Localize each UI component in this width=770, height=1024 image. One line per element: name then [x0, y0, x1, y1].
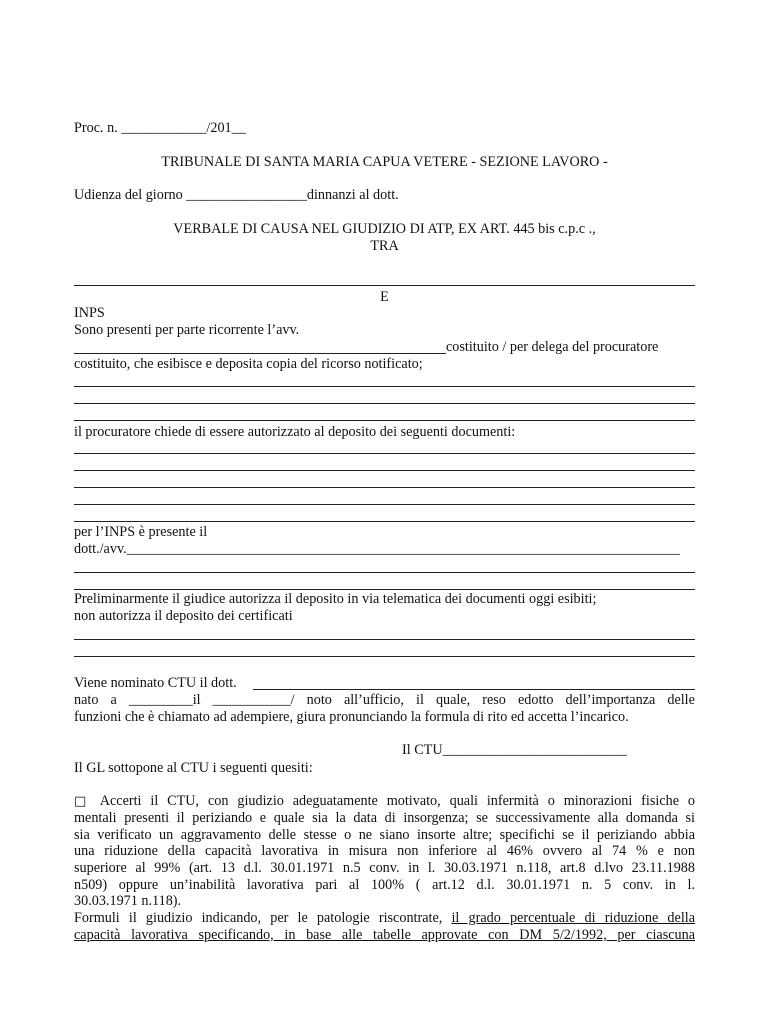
nato-word: nato	[74, 692, 99, 708]
nato-word: quale,	[435, 692, 471, 708]
tra-label: TRA	[370, 238, 399, 254]
quesito-line: superiore al 99% (art. 13 d.l. 30.01.1971 n.5 conv. in l. 30.03.1971 n.118, art.8 d.lvo 23.11.1988	[74, 860, 695, 876]
formuli-line: Formuli il giudizio indicando, per le patologie riscontrate, il grado percentuale di riduzione della	[74, 910, 695, 926]
nato-word: a	[110, 692, 117, 708]
quesito-line: □ Accerti il CTU, con giudizio adeguatamente motivato, quali infermità o minorazioni fisiche o	[74, 793, 695, 809]
blank-line	[74, 386, 695, 387]
nato-word: noto	[306, 692, 332, 708]
blank-line	[74, 403, 695, 404]
blank-line	[74, 504, 695, 505]
deposito-line-1: Preliminarmente il giudice autorizza il deposito in via telematica dei documenti oggi esibiti;	[74, 591, 597, 607]
blank-line	[74, 470, 695, 471]
nato-word: edotto	[517, 692, 554, 708]
procuratore-line: il procuratore chiede di essere autorizzato al deposito dei seguenti documenti:	[74, 424, 516, 440]
blank-line	[74, 420, 695, 421]
nato-word: dell’importanza	[565, 692, 656, 708]
blank-line	[74, 656, 695, 657]
nato-word: reso	[482, 692, 506, 708]
nato-word: all’ufficio,	[343, 692, 404, 708]
underlined-text: il grado percentuale di riduzione della	[451, 910, 695, 926]
ctu-nominato: Viene nominato CTU il dott.	[74, 675, 237, 691]
quesito-line: n509) oppure un’inabilità lavorativa pari al 100% ( art.12 d.l. 30.01.1971 n. 5 conv. in l.	[74, 877, 695, 893]
quesito-line: mentali presenti il periziando e quale sia la data di insorgenza; se successivamente alla domanda si	[74, 810, 695, 826]
blank-line	[74, 453, 695, 454]
verbale-title: VERBALE DI CAUSA NEL GIUDIZIO DI ATP, EX ART. 445 bis c.p.c .,	[173, 221, 596, 237]
ctu-signature: Il CTU__________________________	[402, 742, 628, 758]
e-label: E	[380, 289, 389, 305]
blank-line	[74, 285, 695, 286]
gl-quesiti: Il GL sottopone al CTU i seguenti quesiti:	[74, 760, 313, 776]
blank-line	[74, 639, 695, 640]
nato-word: il	[416, 692, 424, 708]
quesito-line: 30.03.1971 n.118).	[74, 893, 182, 909]
inps-presente: per l’INPS è presente il	[74, 524, 208, 540]
inps-label: INPS	[74, 305, 105, 321]
nato-word: ___________/	[212, 692, 295, 708]
blank-line	[74, 487, 695, 488]
udienza-line: Udienza del giorno _________________dinnanzi al dott.	[74, 187, 399, 203]
checkbox-icon[interactable]: □	[74, 794, 92, 809]
court-title: TRIBUNALE DI SANTA MARIA CAPUA VETERE - SEZIONE LAVORO -	[161, 154, 608, 170]
nato-line	[74, 692, 695, 709]
presenti-line: Sono presenti per parte ricorrente l’avv.	[74, 322, 300, 338]
nato-word: _________il	[128, 692, 201, 708]
costituito-text: costituito / per delega del procuratore	[446, 339, 659, 355]
nato-word: delle	[667, 692, 695, 708]
dott-avv-line: dott./avv.______________________________________________________________________________	[74, 541, 680, 557]
funzioni-line: funzioni che è chiamato ad adempiere, giura pronunciando la formula di rito ed accetta l’incarico.	[74, 709, 629, 725]
quesito-line: sia verificato un aggravamento delle stesse o ne siano insorte altre; specifichi se il periziando abbia	[74, 827, 695, 843]
deposito-line-2: non autorizza il deposito dei certificati	[74, 608, 293, 624]
blank-line	[74, 589, 695, 590]
quesito-line: una riduzione della capacità lavorativa in misura non inferiore al 46% ovvero al 74 % e non	[74, 843, 695, 859]
formuli-line-underlined: capacità lavorativa specificando, in base alle tabelle approvate con DM 5/2/1992, per ciascuna	[74, 927, 695, 943]
costituito-continuation: costituito, che esibisce e deposita copia del ricorso notificato;	[74, 356, 423, 372]
avv-name-line	[74, 353, 446, 354]
blank-line	[74, 521, 695, 522]
proc-number: Proc. n. ____________/201__	[74, 120, 246, 136]
ctu-name-line	[253, 689, 695, 690]
blank-line	[74, 572, 695, 573]
